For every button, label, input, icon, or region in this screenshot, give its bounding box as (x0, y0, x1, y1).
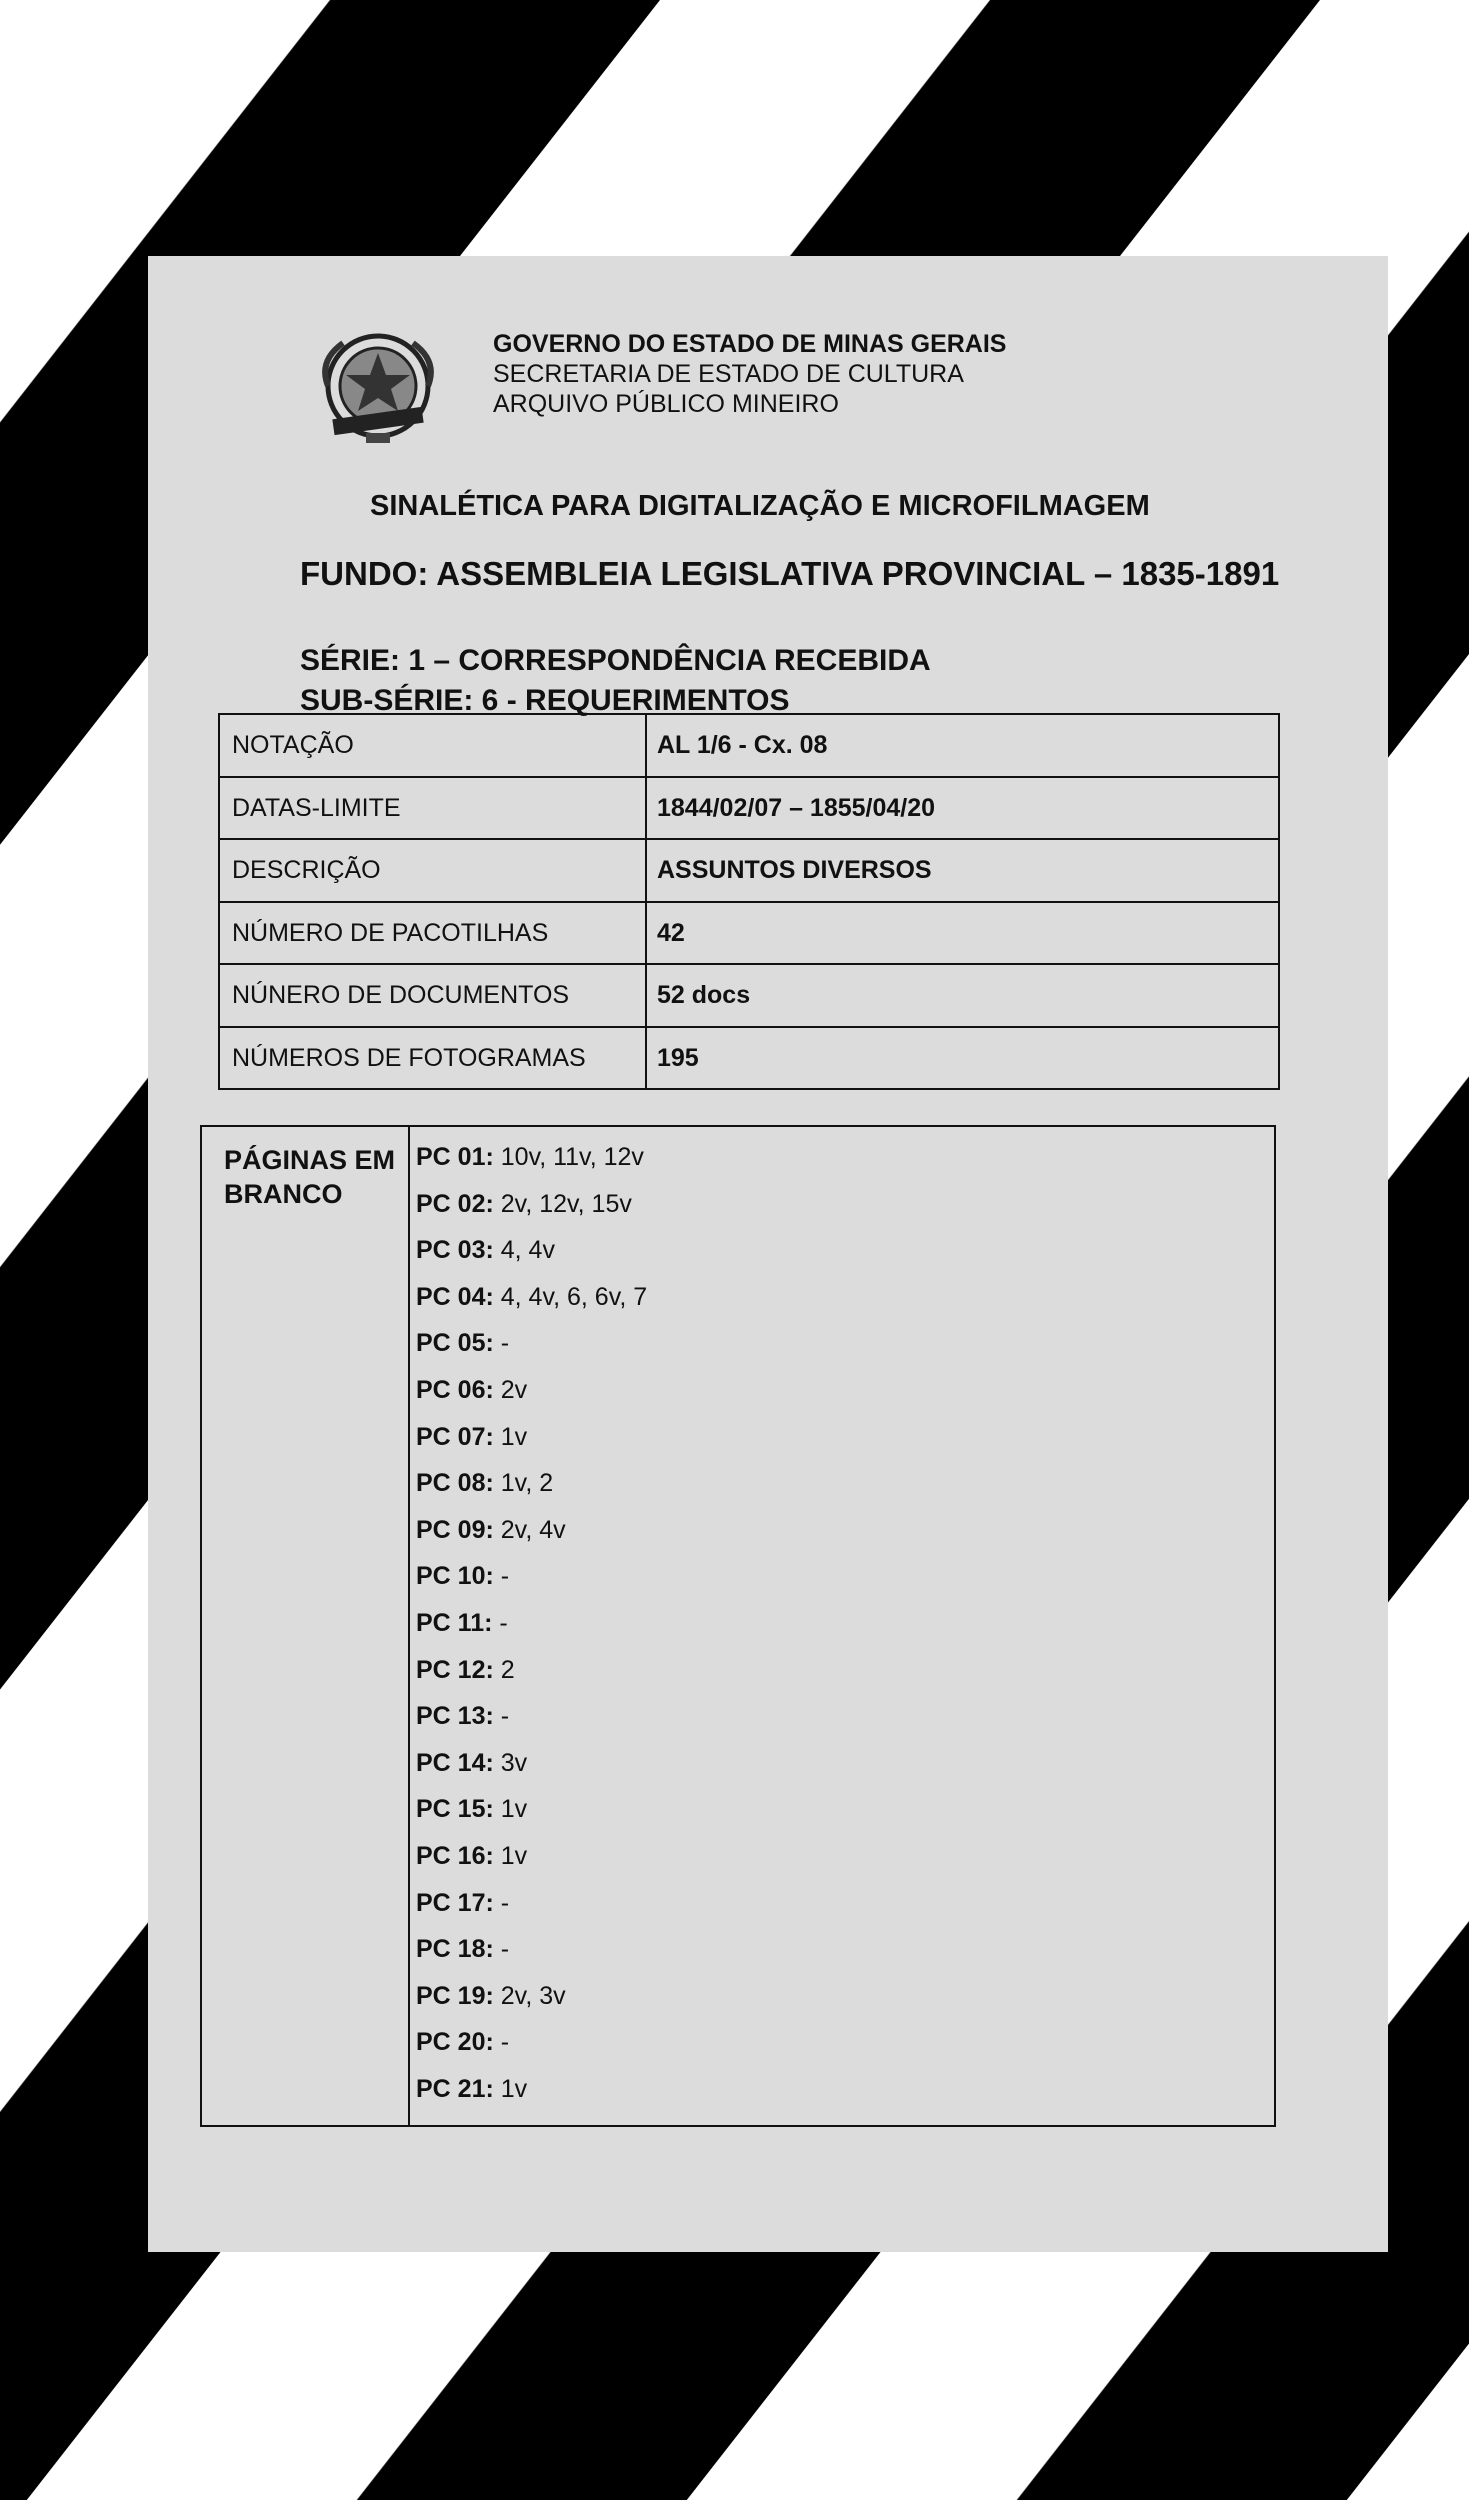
row-value: AL 1/6 - Cx. 08 (657, 731, 828, 759)
list-item (416, 1516, 647, 1563)
row-label: NÚNERO DE DOCUMENTOS (220, 965, 647, 1026)
header-secretariat: SECRETARIA DE ESTADO DE CULTURA (493, 360, 964, 388)
subserie-heading: SUB-SÉRIE: 6 - REQUERIMENTOS (300, 684, 790, 717)
pc-pages: 10v, 11v, 12v (500, 1143, 644, 1171)
list-item (416, 1236, 647, 1283)
pc-number: PC 21: (416, 2074, 494, 2103)
pc-pages: - (500, 2028, 510, 2057)
pc-number: PC 19: (416, 1981, 494, 2010)
table-row (220, 903, 1278, 966)
list-item (416, 1795, 647, 1842)
row-label: NOTAÇÃO (220, 715, 647, 776)
list-item (416, 1935, 647, 1982)
list-item (416, 1143, 647, 1190)
pc-pages: 1v (500, 1795, 528, 1824)
coat-of-arms-emblem (308, 331, 448, 451)
row-value: 42 (657, 918, 685, 947)
row-value: ASSUNTOS DIVERSOS (657, 856, 932, 884)
pc-pages: 4, 4v (500, 1236, 555, 1265)
pc-pages: 1v (500, 1841, 528, 1870)
list-item (416, 1376, 647, 1423)
row-value: 1844/02/07 – 1855/04/20 (657, 793, 936, 822)
row-value: 52 docs (657, 981, 751, 1009)
pc-pages: - (500, 1562, 510, 1591)
pc-pages: 1v, 2 (500, 1469, 554, 1498)
pc-pages: 3v (500, 1748, 528, 1777)
pc-number: PC 13: (416, 1702, 494, 1731)
organization-header (493, 329, 1006, 419)
blank-pages-label: PÁGINAS EM BRANCO (202, 1127, 410, 2125)
serie-heading: SÉRIE: 1 – CORRESPONDÊNCIA RECEBIDA (300, 644, 931, 677)
table-row (220, 1028, 1278, 1091)
document-title: SINALÉTICA PARA DIGITALIZAÇÃO E MICROFILMAGEM (370, 490, 1150, 522)
pc-number: PC 04: (416, 1282, 494, 1311)
pc-number: PC 01: (416, 1143, 494, 1171)
table-row (220, 778, 1278, 841)
pc-pages: 2 (500, 1655, 515, 1684)
pc-pages: 4, 4v, 6, 6v, 7 (500, 1282, 648, 1311)
list-item (416, 1842, 647, 1889)
pc-pages: 2v (500, 1375, 528, 1404)
pc-pages: - (500, 1329, 510, 1358)
pc-number: PC 15: (416, 1795, 494, 1824)
pc-number: PC 10: (416, 1562, 494, 1591)
pc-number: PC 03: (416, 1236, 494, 1265)
header-archive: ARQUIVO PÚBLICO MINEIRO (493, 390, 839, 418)
row-label: DATAS-LIMITE (220, 778, 647, 839)
pc-number: PC 16: (416, 1841, 494, 1870)
pc-number: PC 12: (416, 1655, 494, 1684)
pc-number: PC 05: (416, 1329, 494, 1358)
blank-pages-table (200, 1125, 1276, 2127)
list-item (416, 1283, 647, 1330)
pc-number: PC 18: (416, 1935, 494, 1964)
list-item (416, 1562, 647, 1609)
list-item (416, 1469, 647, 1516)
table-row (220, 965, 1278, 1028)
pc-number: PC 08: (416, 1469, 494, 1498)
row-label: NÚMEROS DE FOTOGRAMAS (220, 1028, 647, 1091)
list-item (416, 1656, 647, 1703)
list-item (416, 1889, 647, 1936)
document-sheet (148, 256, 1388, 2252)
list-item (416, 1423, 647, 1470)
pc-pages: - (500, 1702, 510, 1731)
list-item (416, 1982, 647, 2029)
pc-pages: 2v, 4v (500, 1515, 566, 1544)
pc-pages: 2v, 12v, 15v (500, 1189, 632, 1218)
pc-pages: - (500, 1935, 510, 1964)
row-value: 195 (657, 1043, 699, 1072)
blank-pages-list (416, 1143, 647, 2121)
pc-number: PC 06: (416, 1375, 494, 1404)
pc-number: PC 20: (416, 2028, 494, 2057)
table-row (220, 840, 1278, 903)
list-item (416, 1329, 647, 1376)
list-item (416, 2075, 647, 2122)
fundo-heading: FUNDO: ASSEMBLEIA LEGISLATIVA PROVINCIAL – 1835-1891 (300, 555, 1280, 592)
pc-number: PC 09: (416, 1515, 494, 1544)
list-item (416, 1190, 647, 1237)
row-label: NÚMERO DE PACOTILHAS (220, 903, 647, 964)
pc-number: PC 11: (416, 1608, 493, 1637)
row-label: DESCRIÇÃO (220, 840, 647, 901)
series-block (300, 641, 931, 721)
header-government: GOVERNO DO ESTADO DE MINAS GERAIS (493, 330, 1007, 358)
pc-number: PC 07: (416, 1422, 494, 1451)
table-row (220, 715, 1278, 778)
pc-pages: 1v (500, 1422, 528, 1451)
pc-number: PC 02: (416, 1189, 494, 1218)
list-item (416, 1749, 647, 1796)
pc-pages: 1v (500, 2074, 528, 2103)
list-item (416, 2028, 647, 2075)
pc-number: PC 14: (416, 1748, 494, 1777)
list-item (416, 1609, 647, 1656)
pc-pages: - (500, 1888, 510, 1917)
pc-pages: - (499, 1608, 508, 1637)
info-table (218, 713, 1280, 1090)
pc-number: PC 17: (416, 1888, 494, 1917)
pc-pages: 2v, 3v (500, 1981, 566, 2010)
list-item (416, 1702, 647, 1749)
